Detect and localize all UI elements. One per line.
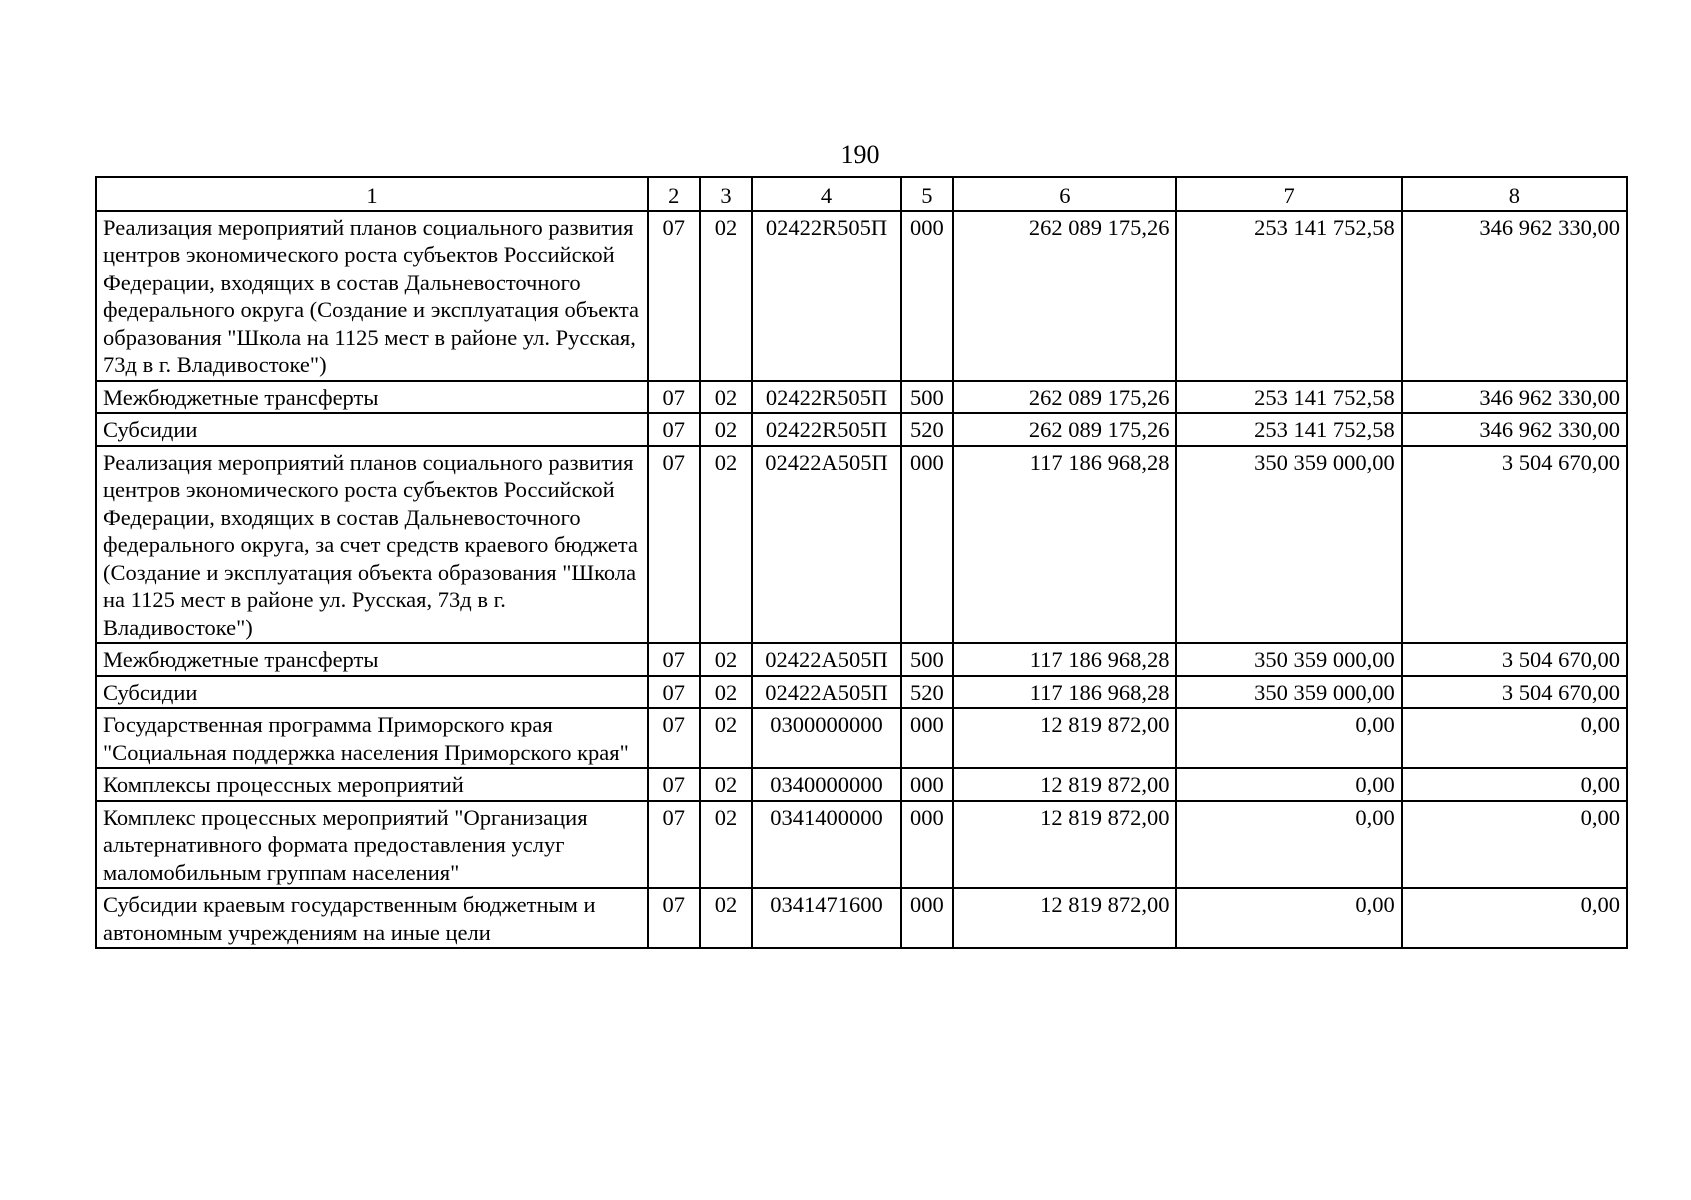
row-name: Межбюджетные трансферты: [96, 381, 648, 414]
row-name: Реализация мероприятий планов социального развития центров экономического роста субъектов Российской Федерации, входящих в состав Дальневосточного федерального округа, за счет средств краевого бюджета (Создание и эксплуатация объекта образования "Школа на 1125 мест в районе ул. Русская, 73д в г. Владивостоке"): [96, 446, 648, 644]
amount-col-6: 262 089 175,26: [953, 413, 1176, 446]
subsection-code: 02: [700, 801, 753, 889]
row-name: Государственная программа Приморского края "Социальная поддержка населения Приморского края": [96, 708, 648, 768]
expense-type-code: 500: [901, 643, 954, 676]
amount-col-8: 3 504 670,00: [1402, 676, 1627, 709]
column-header: 6: [953, 177, 1176, 211]
row-name: Комплекс процессных мероприятий "Организация альтернативного формата предоставления услуг маломобильным группам населения": [96, 801, 648, 889]
section-code: 07: [648, 381, 700, 414]
column-header: 5: [901, 177, 954, 211]
subsection-code: 02: [700, 708, 753, 768]
row-name: Реализация мероприятий планов социального развития центров экономического роста субъектов Российской Федерации, входящих в состав Дальневосточного федерального округа (Создание и эксплуатация объекта образования "Школа на 1125 мест в районе ул. Русская, 73д в г. Владивостоке"): [96, 211, 648, 381]
target-article-code: 02422A505П: [752, 676, 900, 709]
column-header: 8: [1402, 177, 1627, 211]
section-code: 07: [648, 888, 700, 948]
amount-col-8: 0,00: [1402, 708, 1627, 768]
target-article-code: 02422A505П: [752, 643, 900, 676]
section-code: 07: [648, 676, 700, 709]
table-row: [96, 211, 1627, 381]
amount-col-7: 350 359 000,00: [1176, 676, 1401, 709]
subsection-code: 02: [700, 381, 753, 414]
row-name: Субсидии: [96, 676, 648, 709]
amount-col-8: 3 504 670,00: [1402, 446, 1627, 644]
amount-col-8: 346 962 330,00: [1402, 381, 1627, 414]
column-header: 1: [96, 177, 648, 211]
expense-type-code: 000: [901, 446, 954, 644]
target-article-code: 0300000000: [752, 708, 900, 768]
table-row: [96, 888, 1627, 948]
budget-table: [95, 176, 1628, 949]
table-header-row: [96, 177, 1627, 211]
column-header: 4: [752, 177, 900, 211]
page-number: 190: [840, 140, 880, 169]
table-row: [96, 708, 1627, 768]
column-header: 7: [1176, 177, 1401, 211]
section-code: 07: [648, 446, 700, 644]
table-body: [96, 211, 1627, 949]
subsection-code: 02: [700, 446, 753, 644]
subsection-code: 02: [700, 413, 753, 446]
table-row: [96, 446, 1627, 644]
column-header: 3: [700, 177, 753, 211]
expense-type-code: 000: [901, 211, 954, 381]
table-row: [96, 643, 1627, 676]
amount-col-7: 350 359 000,00: [1176, 643, 1401, 676]
expense-type-code: 000: [901, 768, 954, 801]
section-code: 07: [648, 708, 700, 768]
target-article-code: 02422R505П: [752, 413, 900, 446]
section-code: 07: [648, 643, 700, 676]
table-row: [96, 676, 1627, 709]
amount-col-7: 253 141 752,58: [1176, 211, 1401, 381]
subsection-code: 02: [700, 768, 753, 801]
amount-col-6: 117 186 968,28: [953, 446, 1176, 644]
section-code: 07: [648, 768, 700, 801]
table-row: [96, 381, 1627, 414]
target-article-code: 0341471600: [752, 888, 900, 948]
row-name: Субсидии краевым государственным бюджетным и автономным учреждениям на иные цели: [96, 888, 648, 948]
subsection-code: 02: [700, 643, 753, 676]
expense-type-code: 500: [901, 381, 954, 414]
row-name: Комплексы процессных мероприятий: [96, 768, 648, 801]
target-article-code: 0341400000: [752, 801, 900, 889]
amount-col-8: 0,00: [1402, 888, 1627, 948]
row-name: Межбюджетные трансферты: [96, 643, 648, 676]
target-article-code: 02422R505П: [752, 211, 900, 381]
amount-col-7: 253 141 752,58: [1176, 381, 1401, 414]
amount-col-7: 350 359 000,00: [1176, 446, 1401, 644]
row-name: Субсидии: [96, 413, 648, 446]
amount-col-6: 12 819 872,00: [953, 768, 1176, 801]
table-row: [96, 768, 1627, 801]
amount-col-7: 0,00: [1176, 708, 1401, 768]
amount-col-8: 346 962 330,00: [1402, 413, 1627, 446]
column-header: 2: [648, 177, 700, 211]
amount-col-7: 253 141 752,58: [1176, 413, 1401, 446]
expense-type-code: 000: [901, 888, 954, 948]
expense-type-code: 520: [901, 676, 954, 709]
expense-type-code: 000: [901, 801, 954, 889]
target-article-code: 02422A505П: [752, 446, 900, 644]
amount-col-7: 0,00: [1176, 888, 1401, 948]
amount-col-8: 0,00: [1402, 768, 1627, 801]
amount-col-8: 346 962 330,00: [1402, 211, 1627, 381]
target-article-code: 02422R505П: [752, 381, 900, 414]
section-code: 07: [648, 211, 700, 381]
amount-col-8: 0,00: [1402, 801, 1627, 889]
amount-col-7: 0,00: [1176, 801, 1401, 889]
section-code: 07: [648, 801, 700, 889]
subsection-code: 02: [700, 676, 753, 709]
amount-col-6: 117 186 968,28: [953, 643, 1176, 676]
table-row: [96, 801, 1627, 889]
subsection-code: 02: [700, 211, 753, 381]
amount-col-6: 262 089 175,26: [953, 381, 1176, 414]
amount-col-6: 262 089 175,26: [953, 211, 1176, 381]
section-code: 07: [648, 413, 700, 446]
expense-type-code: 520: [901, 413, 954, 446]
expense-type-code: 000: [901, 708, 954, 768]
amount-col-6: 117 186 968,28: [953, 676, 1176, 709]
amount-col-6: 12 819 872,00: [953, 708, 1176, 768]
table-row: [96, 413, 1627, 446]
amount-col-6: 12 819 872,00: [953, 888, 1176, 948]
amount-col-6: 12 819 872,00: [953, 801, 1176, 889]
amount-col-8: 3 504 670,00: [1402, 643, 1627, 676]
amount-col-7: 0,00: [1176, 768, 1401, 801]
subsection-code: 02: [700, 888, 753, 948]
target-article-code: 0340000000: [752, 768, 900, 801]
